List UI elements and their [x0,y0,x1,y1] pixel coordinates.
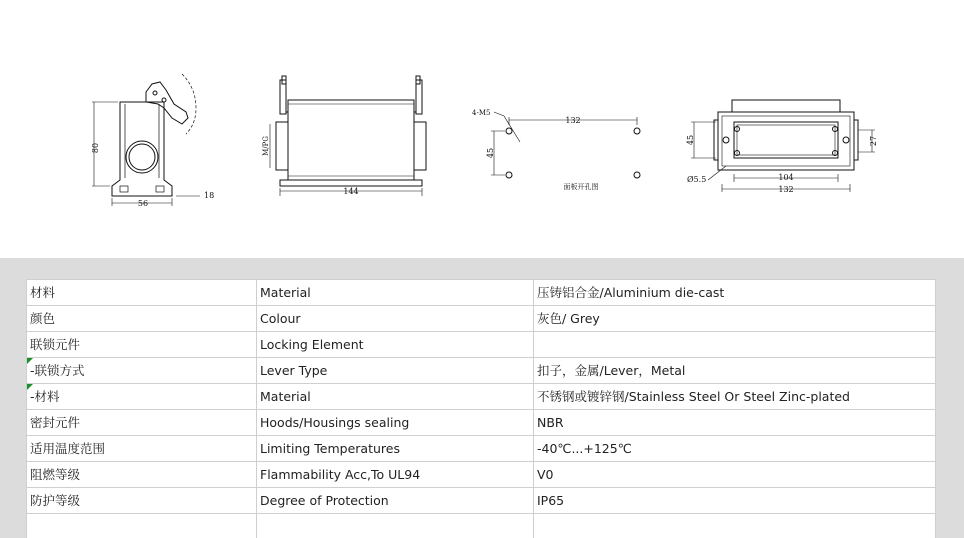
cutout-spacing-y-dim: 45 [486,147,495,159]
row-label-en: Flammability Acc,To UL94 [257,462,534,488]
cutout-spacing-x-dim: 132 [565,116,581,125]
row-value: V0 [534,462,936,488]
row-label-cn: 阻燃等级 [27,462,257,488]
row-label-cn: 防护等级 [27,488,257,514]
row-value: 灰色/ Grey [534,306,936,332]
empty-cell [534,514,936,538]
row-value: -40℃...+125℃ [534,436,936,462]
row-label-cn: 材料 [27,280,257,306]
side-view-drawing [92,74,200,206]
side-view-depth-dim: 18 [204,191,215,200]
table-row [27,332,936,358]
row-value: 不锈钢或镀锌钢/Stainless Steel Or Steel Zinc-plated [534,384,936,410]
cell-flag-marker [27,358,33,364]
front-view-drawing [270,76,426,196]
row-value: 扣子，金属/Lever，Metal [534,358,936,384]
top-view-hole-dia-dim: Ø5.5 [687,175,707,184]
empty-cell [257,514,534,538]
table-row-empty [27,514,936,538]
row-label-cn: 颜色 [27,306,257,332]
spec-table [26,279,936,538]
row-label-en: Hoods/Housings sealing [257,410,534,436]
top-view-inner-width-dim: 104 [778,173,794,182]
table-row [27,358,936,384]
table-row [27,384,936,410]
row-label-cn: 密封元件 [27,410,257,436]
table-row [27,488,936,514]
row-label-en: Colour [257,306,534,332]
table-row [27,462,936,488]
row-label-en: Material [257,384,534,410]
table-row [27,306,936,332]
row-value: 压铸铝合金/Aluminium die-cast [534,280,936,306]
table-row [27,280,936,306]
row-label-en: Lever Type [257,358,534,384]
cutout-holes-label: 4-M5 [472,109,491,117]
row-label-cn: -联锁方式 [27,358,257,384]
row-label-en: Locking Element [257,332,534,358]
row-label-en: Degree of Protection [257,488,534,514]
row-label-cn: 联锁元件 [27,332,257,358]
row-value: NBR [534,410,936,436]
table-row [27,410,936,436]
cell-flag-marker [27,384,33,390]
front-view-side-label: M/PG [262,136,270,156]
row-value: IP65 [534,488,936,514]
row-label-en: Material [257,280,534,306]
spec-sheet [0,258,964,538]
row-label-cn: 适用温度范围 [27,436,257,462]
row-label-en: Limiting Temperatures [257,436,534,462]
empty-cell [27,514,257,538]
side-view-width-dim: 56 [137,199,149,208]
top-view-inner-height-dim: 27 [869,135,878,147]
cutout-title: 面板开孔图 [563,183,599,191]
top-view-outer-width-dim: 132 [778,185,794,194]
table-row [27,436,936,462]
row-value [534,332,936,358]
side-view-height-dim: 80 [91,142,100,154]
front-view-length-dim: 144 [343,187,359,196]
technical-drawings [0,0,964,258]
top-view-height-dim: 45 [686,134,695,146]
row-label-cn: -材料 [27,384,257,410]
